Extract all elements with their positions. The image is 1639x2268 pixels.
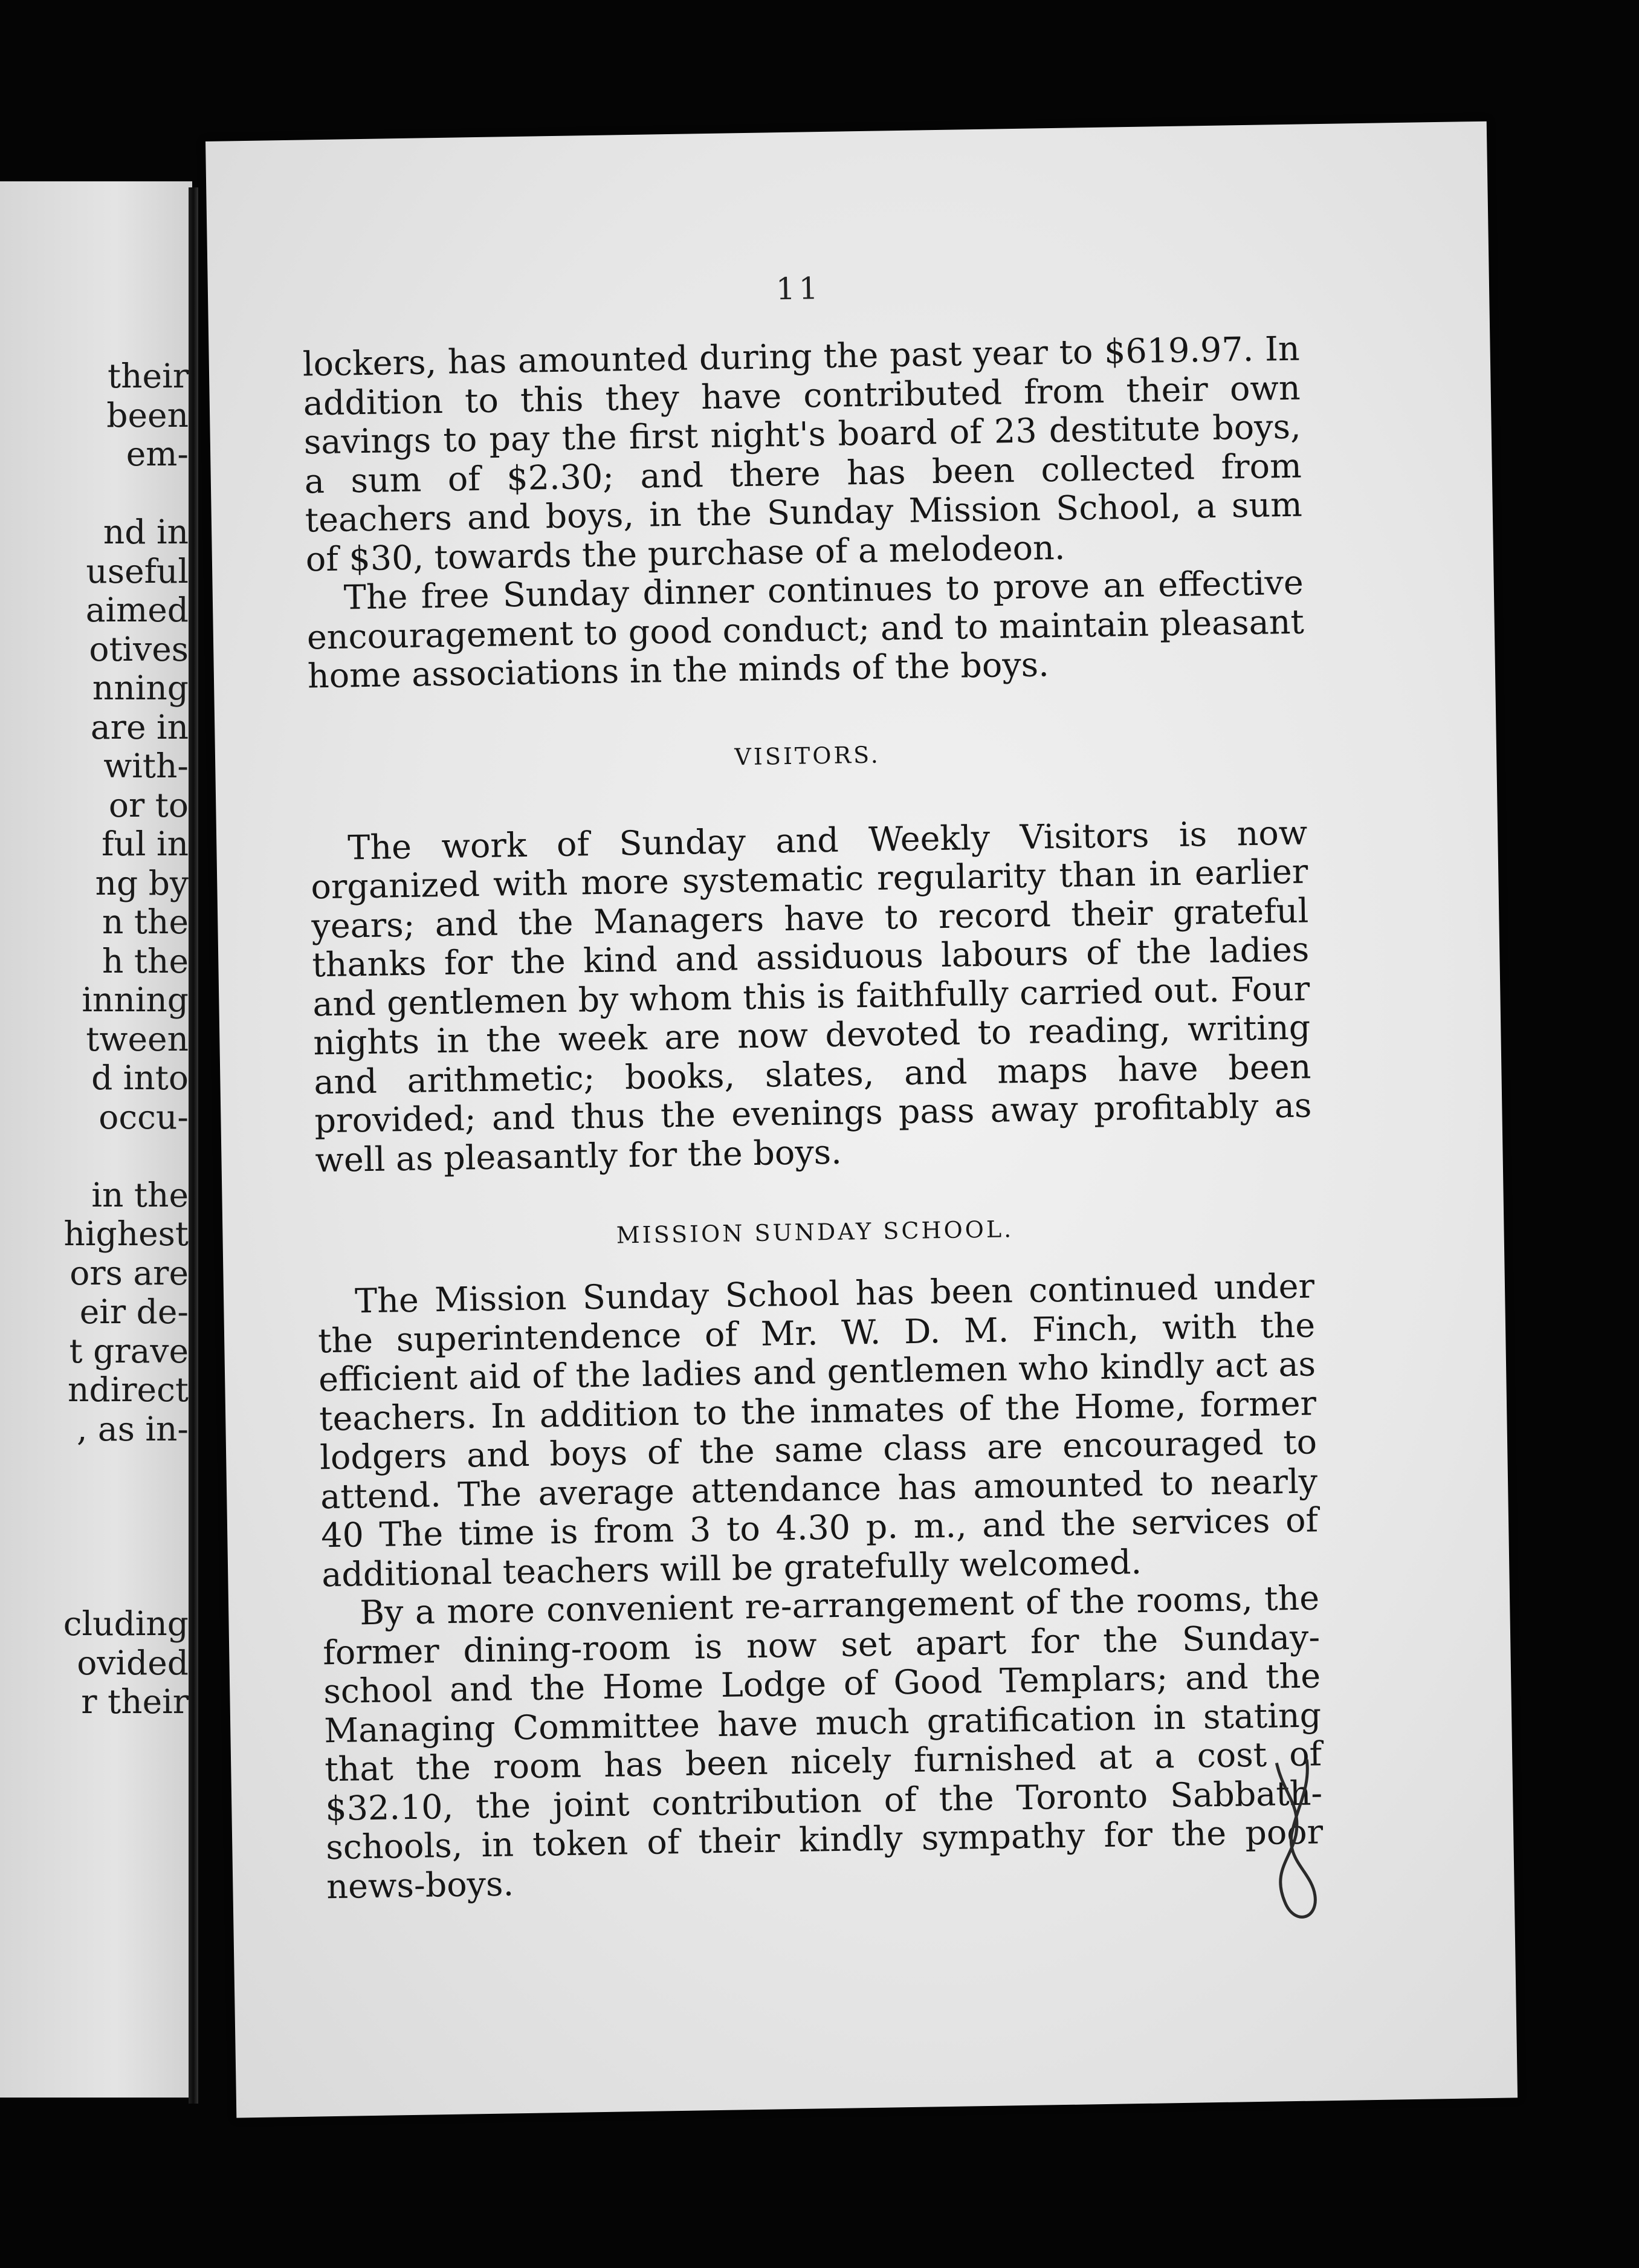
- paragraph-sunday-dinner: The free Sunday dinner continues to prove an effective encouragement to good conduct; and to maintain pleasant home associations in the minds of the boys.: [306, 563, 1305, 696]
- left-page-text-fragment: useful: [86, 551, 189, 591]
- left-page-text-fragment: are in: [90, 707, 189, 747]
- left-page-text-fragment: ful in: [102, 825, 189, 863]
- paragraph-visitors: The work of Sunday and Weekly Visitors is now organized with more systematic regularity than in earlier years; and the Managers have to record their grateful thanks for the kind and assiduous labours of the ladies and gentlemen by whom this is faithfully carried out. Four nights in the week are now devoted to reading, writing and arithmetic; books, slates, and maps have been provided; and thus the evenings pass away profitably as well as pleasantly for the boys.: [310, 813, 1312, 1180]
- left-page-text-fragment: with-: [103, 747, 189, 785]
- left-page-text-fragment: been: [106, 395, 189, 435]
- left-page-text-fragment: eir de-: [79, 1292, 189, 1331]
- left-page-text-fragment: h the: [102, 941, 189, 980]
- right-page: [205, 122, 1518, 2118]
- left-page-text-fragment: highest: [63, 1214, 189, 1253]
- left-page-text-fragment: inning: [82, 980, 189, 1019]
- paragraph-mission-school: The Mission Sunday School has been continued under the superintendence of Mr. W. D. M. Finch, with the efficient aid of the ladies and gentlemen who kindly act as teachers. In addition to the inmates of the Home, former lodgers and boys of the same class are encouraged to attend. The average attendance has amounted to nearly 40 The time is from 3 to 4.30 p. m., and the services of additional teachers will be gratefully welcomed.: [317, 1266, 1319, 1595]
- left-page-text-fragment: otives: [89, 629, 189, 669]
- page-number: 11: [775, 271, 823, 307]
- left-page-text-fragment: nning: [92, 669, 189, 707]
- left-page-text-fragment: t grave: [69, 1331, 189, 1370]
- left-page-text-fragment: ovided: [77, 1643, 189, 1682]
- left-page-text-fragment: d into: [91, 1058, 189, 1097]
- paragraph-dining-room: By a more convenient re-arrangement of the rooms, the former dining-room is now set apart for the Sunday-school and the Home Lodge of Good Templars; and the Managing Committee have much gratification in stating that the room has been nicely furnished at a cost of $32.10, the joint contribution of the Toronto Sabbath-schools, in token of their kindly sympathy for the poor news-boys.: [322, 1578, 1324, 1907]
- heading-visitors: VISITORS.: [734, 741, 881, 770]
- left-page-text-fragment: aimed: [85, 591, 189, 629]
- left-page-text-fragment: in the: [91, 1175, 189, 1214]
- left-page-text-fragment: tween: [86, 1019, 189, 1058]
- left-page-text-fragment: r their: [81, 1682, 189, 1721]
- left-page-text-fragment: or to: [108, 785, 189, 825]
- left-page-text-fragment: , as in-: [76, 1409, 189, 1448]
- book-spine: [189, 187, 198, 2104]
- left-page-text-fragment: cluding: [63, 1604, 189, 1643]
- paragraph-lockers: lockers, has amounted during the past year to $619.97. In addition to this they have contributed from their own savings to pay the first night's board of 23 destitute boys, a sum of $2.30; and there has been collected from teachers and boys, in the Sunday Mission School, a sum of $30, towards the purchase of a melodeon.: [302, 329, 1303, 579]
- heading-mission-sunday-school: MISSION SUNDAY SCHOOL.: [616, 1216, 1014, 1249]
- left-page-text-fragment: em-: [126, 435, 189, 473]
- left-page-text-fragment: ors are: [70, 1253, 189, 1292]
- left-page-text-fragment: nd in: [103, 513, 189, 551]
- left-page-text-fragment: their: [108, 357, 189, 395]
- page-text: [302, 330, 1324, 1907]
- left-page-text-fragment: ndirect: [68, 1370, 189, 1409]
- pencil-annotation-icon: [1258, 1756, 1334, 1939]
- left-page-text-fragment: occu-: [99, 1097, 189, 1136]
- left-page-text-fragment: n the: [102, 902, 189, 941]
- left-page-text-fragment: ng by: [95, 863, 189, 902]
- left-page-fragment: [0, 181, 192, 2098]
